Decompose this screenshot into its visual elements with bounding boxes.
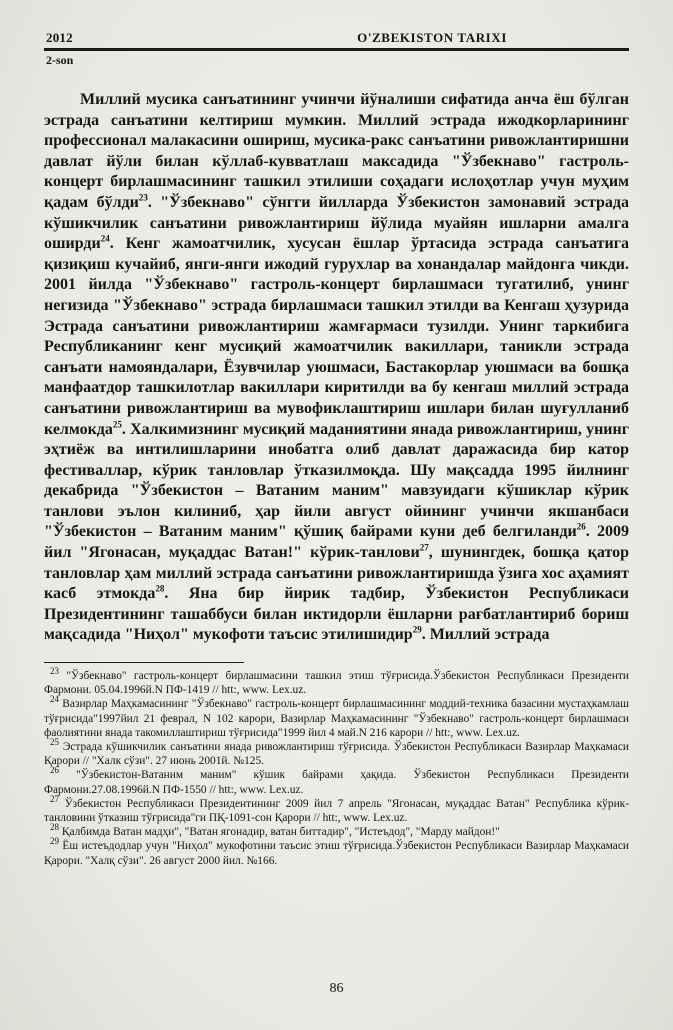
footnote-number: 28: [50, 822, 59, 833]
footnote: [44, 666, 629, 697]
footnote-text: "Ўзбекнаво" гастроль-концерт бирлашмасини ташкил этиш тўғрисида.Ўзбекистон Республикаси Президенти Фармони. 05.04.1996й.N ПФ-1419 // htt:, www. Lex.uz.: [44, 670, 629, 697]
footnote-text: Вазирлар Маҳкамасининг "Ўзбекнаво" гастроль-концерт бирлашмасининг моддий-техника базасини мустаҳкамлаш тўғрисида"1997йил 21 феврал, N 102 карори, Вазирлар Маҳкамасининг "Ўзбекнаво" гастроль-концерт бирлашмаси фаолиятини янада такомиллаштириш тўғрисида"1999 йил 4 май.N 216 карори // htt:, www. Lex.uz.: [44, 698, 629, 739]
footnote-text: Эстрада кўшикчилик санъатини янада ривожлантириш тўғрисида. Ўзбекистон Республикаси Вазирлар Маҳкамаси Қарори // "Халк сўзи". 27 июнь 2001й. №125.: [44, 741, 629, 768]
footnote-ref: 26: [576, 522, 586, 533]
body-text-run: . 2009 йил "Ягонасан, муқаддас Ватан!" кўрик-танлови: [44, 523, 629, 562]
body-text-run: . Яна бир йирик тадбир, Ўзбекистон Республикаси Президентининг ташаббуси билан иктидорли ёшларни рағбатлантириб бориш мақсадида "Ниҳол" мукофоти таъсис этилишидир: [44, 585, 629, 644]
footnote-ref: 24: [100, 233, 110, 244]
footnote: [44, 737, 629, 768]
footnote-ref: 25: [112, 419, 122, 430]
footnotes: [44, 666, 629, 868]
footnote-ref: 23: [138, 192, 148, 203]
footnote-number: 24: [50, 694, 59, 705]
footnote-text: Қалбимда Ватан мадҳи", "Ватан ягонадир, ватан биттадир", "Истеъдод", "Марду майдон!": [59, 826, 500, 839]
footnote-text: Ўзбекистон Республикаси Президентининг 2009 йил 7 апрель "Ягонасан, муқаддас Ватан" Республика кўрик-танловини ўтказиш тўғрисида"ги ПҚ-1091-сон Қарори // htt:, www. Lex.uz.: [44, 797, 629, 825]
footnote-number: 29: [50, 836, 59, 847]
main-paragraph: [44, 90, 629, 646]
footnote-number: 27: [50, 794, 59, 805]
header-year: 2012: [46, 30, 73, 45]
journal-title: O'ZBEKISTON TARIXI: [357, 30, 507, 45]
footnote: [44, 794, 629, 825]
footnote-ref: 28: [155, 583, 165, 594]
body-text-run: . "Ўзбекнаво" сўнгги йилларда Ўзбекистон замонавий эстрада кўшикчилик санъатини ривожлантириш йўлида муайян ишларни амалга оширди: [44, 193, 629, 253]
body-text-run: , шунингдек, бошқа қатор танловлар ҳам миллий эстрада санъатини ривожлантиришда ўзига хос аҳамият касб этмокда: [44, 544, 629, 603]
footnote-number: 25: [50, 737, 59, 748]
footnote: [44, 836, 629, 867]
footnote-ref: 27: [419, 542, 429, 553]
body-text-run: . Халкимизнинг мусиқий маданиятини янада ривожлантириш, унинг эҳтиёж ва интилишларини инобатга олиб давлат даражасида бир катор фестиваллар, кўрик танловлар ўтказилмоқда. Шу мақсадда 1995 йилнинг декабрида "Ўзбекистон – Ватаним маним" мавзуидаги кўшиклар кўрик танлови эълон килиниб, ҳар йили август ойининг учинчи якшанбаси "Ўзбекистон – Ватаним маним" қўшиқ байрами куни деб белгиланди: [44, 420, 629, 541]
footnote-divider: [44, 662, 244, 663]
footnote: [44, 765, 629, 796]
footnote-text: Ёш истеъдодлар учун "Ниҳол" мукофотини таъсис этиш тўғрисида.Ўзбекистон Республикаси Вазирлар Маҳкамаси Қарори. "Халқ сўзи". 26 август 2000 йил. №166.: [44, 840, 629, 867]
footnote-ref: 29: [412, 625, 422, 636]
running-header: [44, 30, 629, 51]
body-text-run: . Миллий эстрада: [421, 626, 550, 644]
footnote: [44, 822, 629, 839]
footnote-number: 23: [50, 666, 59, 677]
body-text-run: . Кенг жамоатчилик, хусусан ёшлар ўртасида эстрада санъатига қизиқиш кучайиб, янги-янги ижодий гурухлар ва хонандалар майдонга чикди. 2001 йилда "Ўзбекнаво" гастроль-концерт бирлашмаси тугатилиб, унинг негизида "Ўзбекнаво" эстрада бирлашмаси ташкил этилди ва Кенгаш ҳузурида Эстрада санъатини ривожлантириш жамғармаси тузилди. Унинг таркибига Республиканинг кенг мусиқий жамоатчилик вакиллари, таникли эстрада санъати намояндалари, Ёзувчилар уюшмаси, Бастакорлар уюшмаси ва бошқа манфаатдор ташкилотлар вакиллари киритилди ва бу кенгаш миллий эстрада санъатини ривожлантириш ва мувофиклаштириш ишлари билан шуғулланиб келмокда: [44, 235, 629, 438]
issue-number: 2-son: [46, 53, 74, 67]
footnote-text: "Ўзбекистон-Ватаним маним" кўшик байрами ҳақида. Ўзбекистон Республикаси Президенти Фармони.27.08.1996й.N ПФ-1550 // htt:, www. Lex.uz.: [44, 769, 629, 796]
body-text-run: Миллий мусика санъатининг учинчи йўналиши сифатида анча ёш бўлган эстрада санъатини келтириш мумкин. Миллий эстрада ижодкорларининг профессионал малакасини ошириш, мусика-ракс санъатини ривожлантиришни давлат йўли билан кўллаб-кувватлаш максадида "Ўзбекнаво" гастроль-концерт бирлашмасининг ташкил этилиши соҳадаги ислоҳотлар учун муҳим қадам бўлди: [44, 91, 629, 211]
footnote: [44, 694, 629, 740]
page-number: 86: [329, 981, 344, 996]
footnote-number: 26: [50, 765, 59, 776]
